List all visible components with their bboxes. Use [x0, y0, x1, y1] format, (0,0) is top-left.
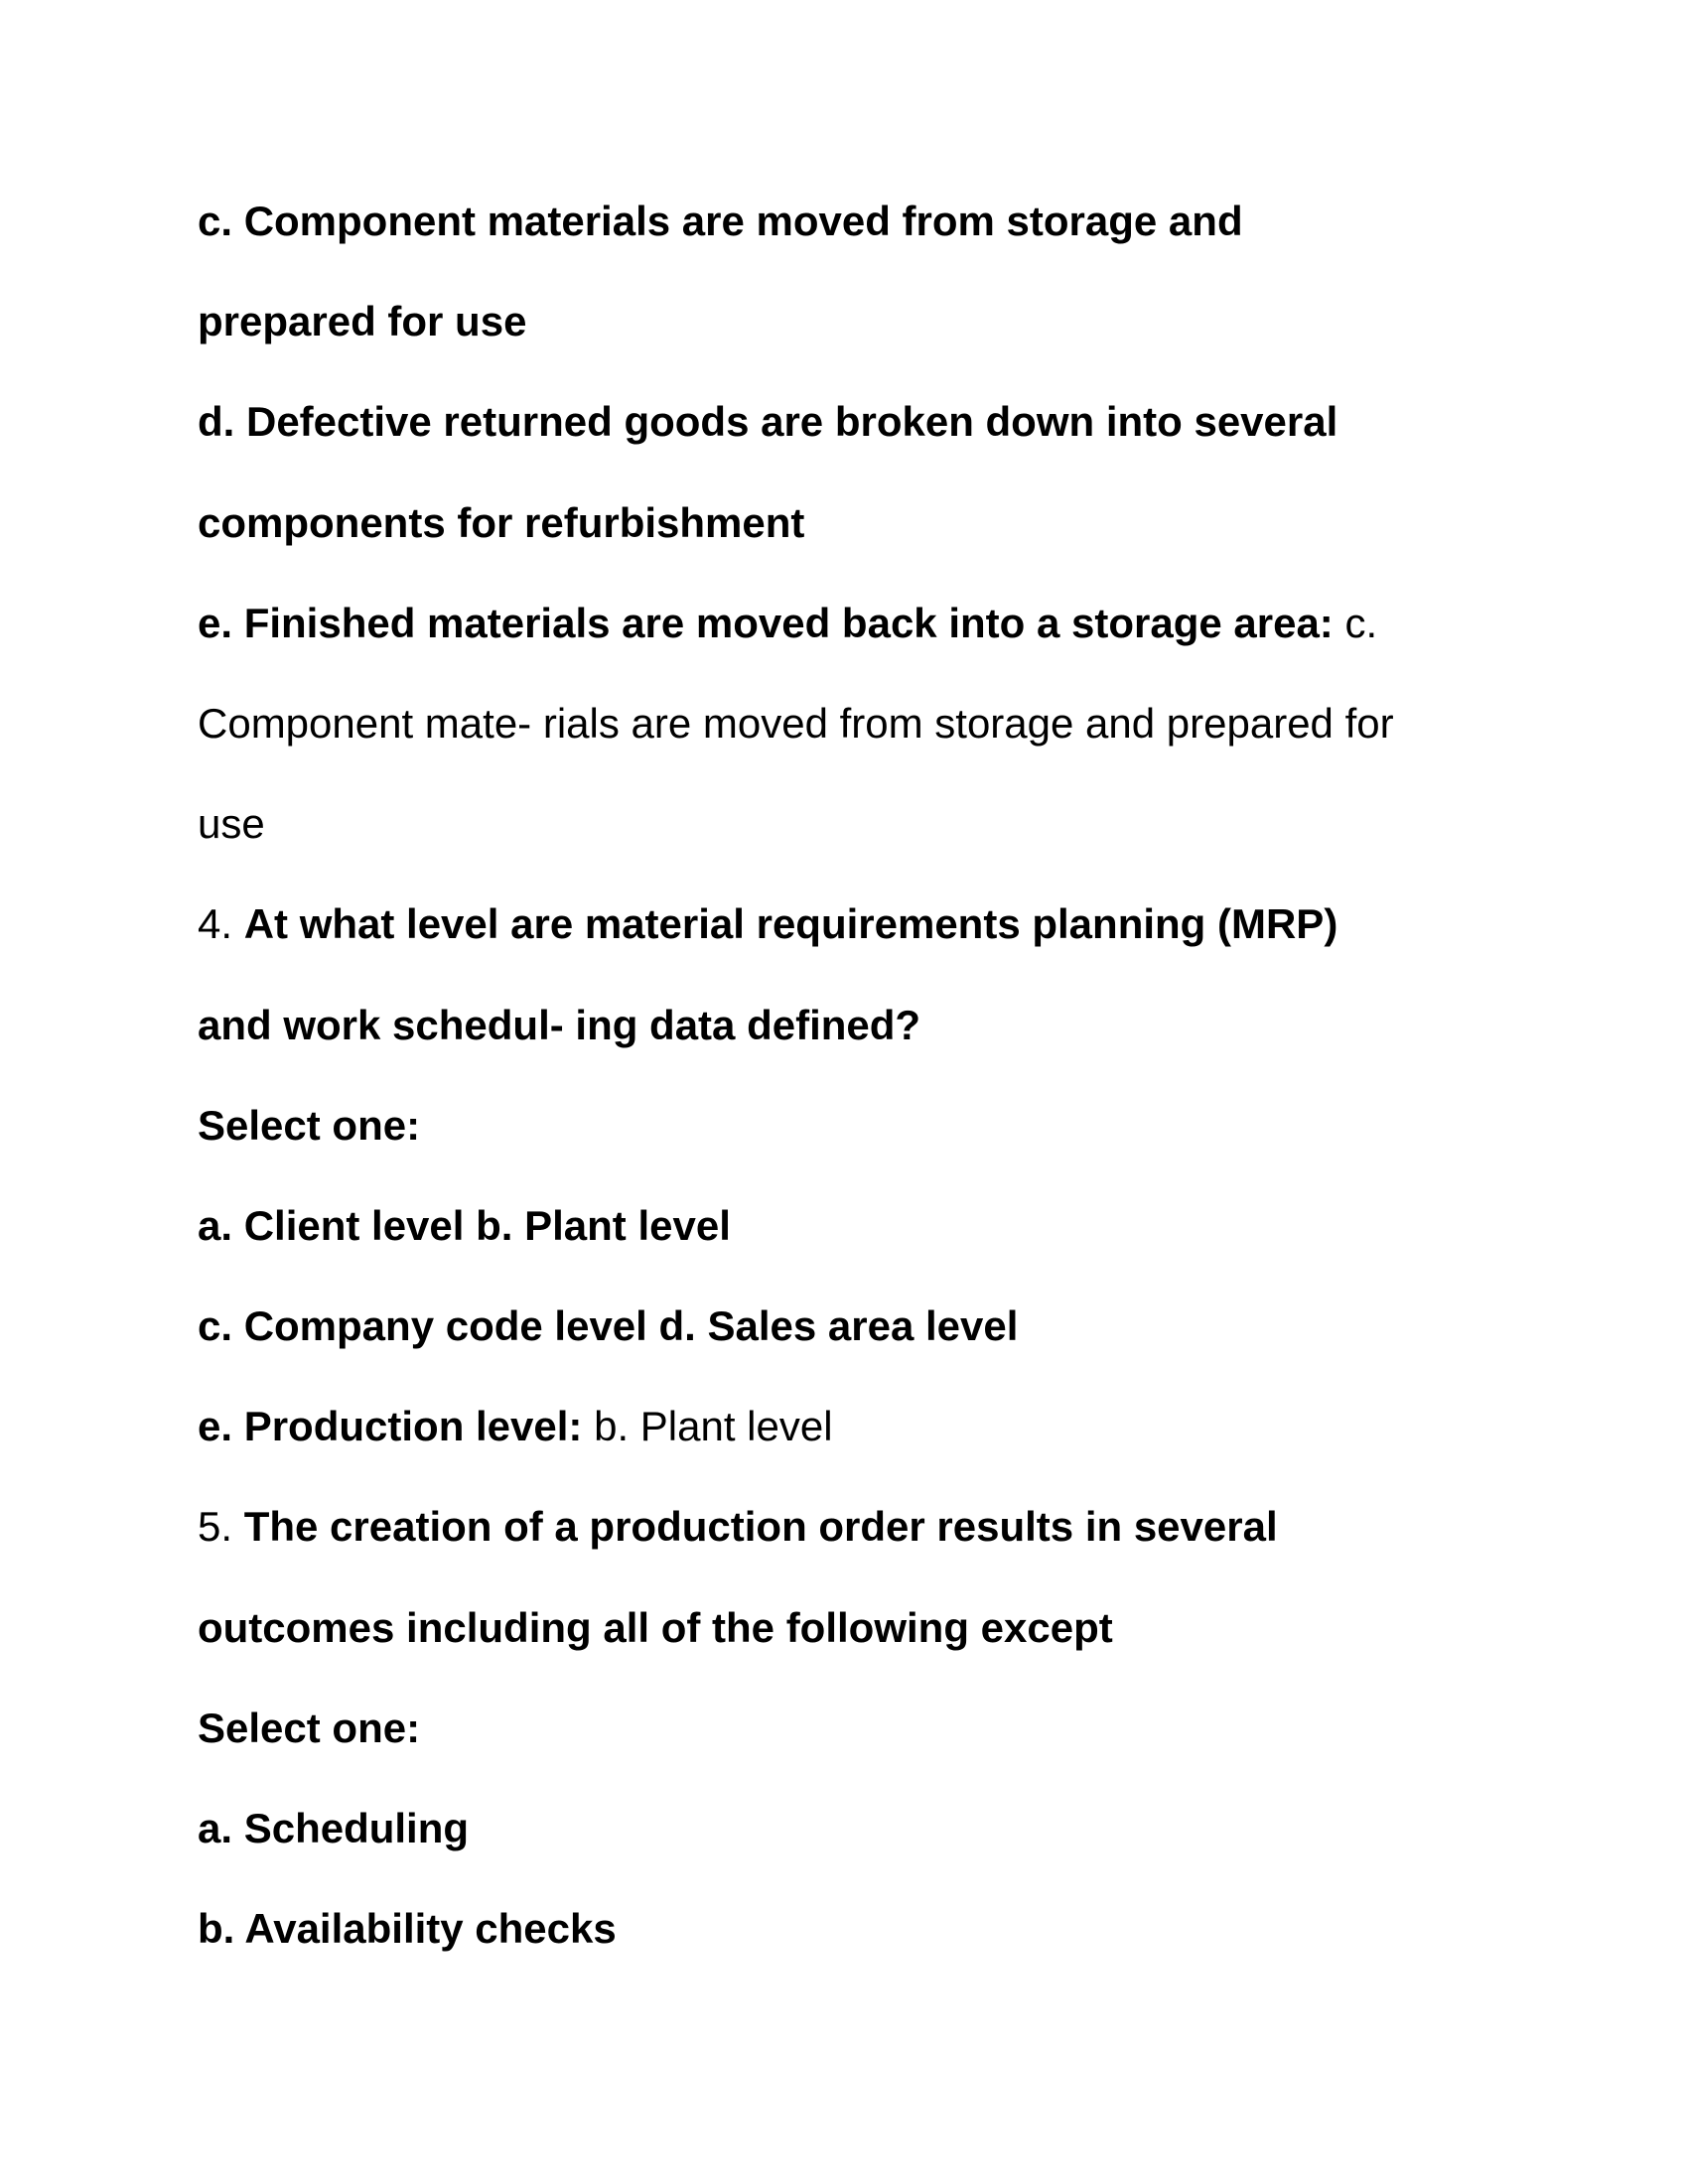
text-line	[198, 1376, 1569, 1476]
text-line	[198, 1878, 1569, 1979]
question-number: 5.	[198, 1503, 244, 1551]
bold-text: The creation of a production order results in several	[243, 1503, 1278, 1551]
bold-text: b. Availability checks	[198, 1905, 617, 1953]
text-line	[198, 1577, 1569, 1678]
text-line	[198, 874, 1569, 974]
bold-text: c. Company code level d. Sales area level	[198, 1302, 1019, 1350]
bold-text: a. Scheduling	[198, 1805, 470, 1851]
text-line	[198, 1075, 1569, 1175]
bold-text: At what level are material requirements planning (MRP)	[243, 900, 1338, 948]
bold-text: c. Component materials are moved from storage and	[198, 198, 1243, 244]
bold-text: prepared for use	[198, 298, 527, 345]
bold-text: and work schedul- ing data defined?	[198, 1001, 921, 1048]
text-line	[198, 573, 1569, 673]
bold-text: Select one:	[198, 1704, 421, 1751]
answer-text: b. Plant level	[582, 1403, 833, 1450]
bold-text: components for refurbishment	[198, 498, 805, 546]
text-line	[198, 975, 1569, 1075]
bold-text: a. Client level b. Plant level	[198, 1201, 731, 1249]
text-line	[198, 171, 1569, 271]
text-line	[198, 1778, 1569, 1878]
text-line	[198, 1175, 1569, 1276]
text-line	[198, 773, 1569, 874]
bold-text: d. Defective returned goods are broken down into several	[198, 398, 1338, 446]
answer-text: use	[198, 800, 265, 848]
answer-text: Component mate- rials are moved from storage and prepared for	[198, 699, 1394, 747]
text-line	[198, 271, 1569, 371]
text-line	[198, 1476, 1569, 1576]
document-page	[198, 171, 1569, 1979]
answer-text: c.	[1333, 599, 1378, 646]
bold-text: e. Production level:	[198, 1403, 583, 1450]
bold-text: Select one:	[198, 1101, 421, 1149]
text-line	[198, 1678, 1569, 1778]
text-line	[198, 1276, 1569, 1376]
bold-text: e. Finished materials are moved back into a storage area:	[198, 599, 1334, 646]
question-number: 4.	[198, 900, 244, 948]
text-line	[198, 673, 1569, 773]
text-line	[198, 371, 1569, 472]
text-line	[198, 473, 1569, 573]
bold-text: outcomes including all of the following except	[198, 1603, 1113, 1651]
